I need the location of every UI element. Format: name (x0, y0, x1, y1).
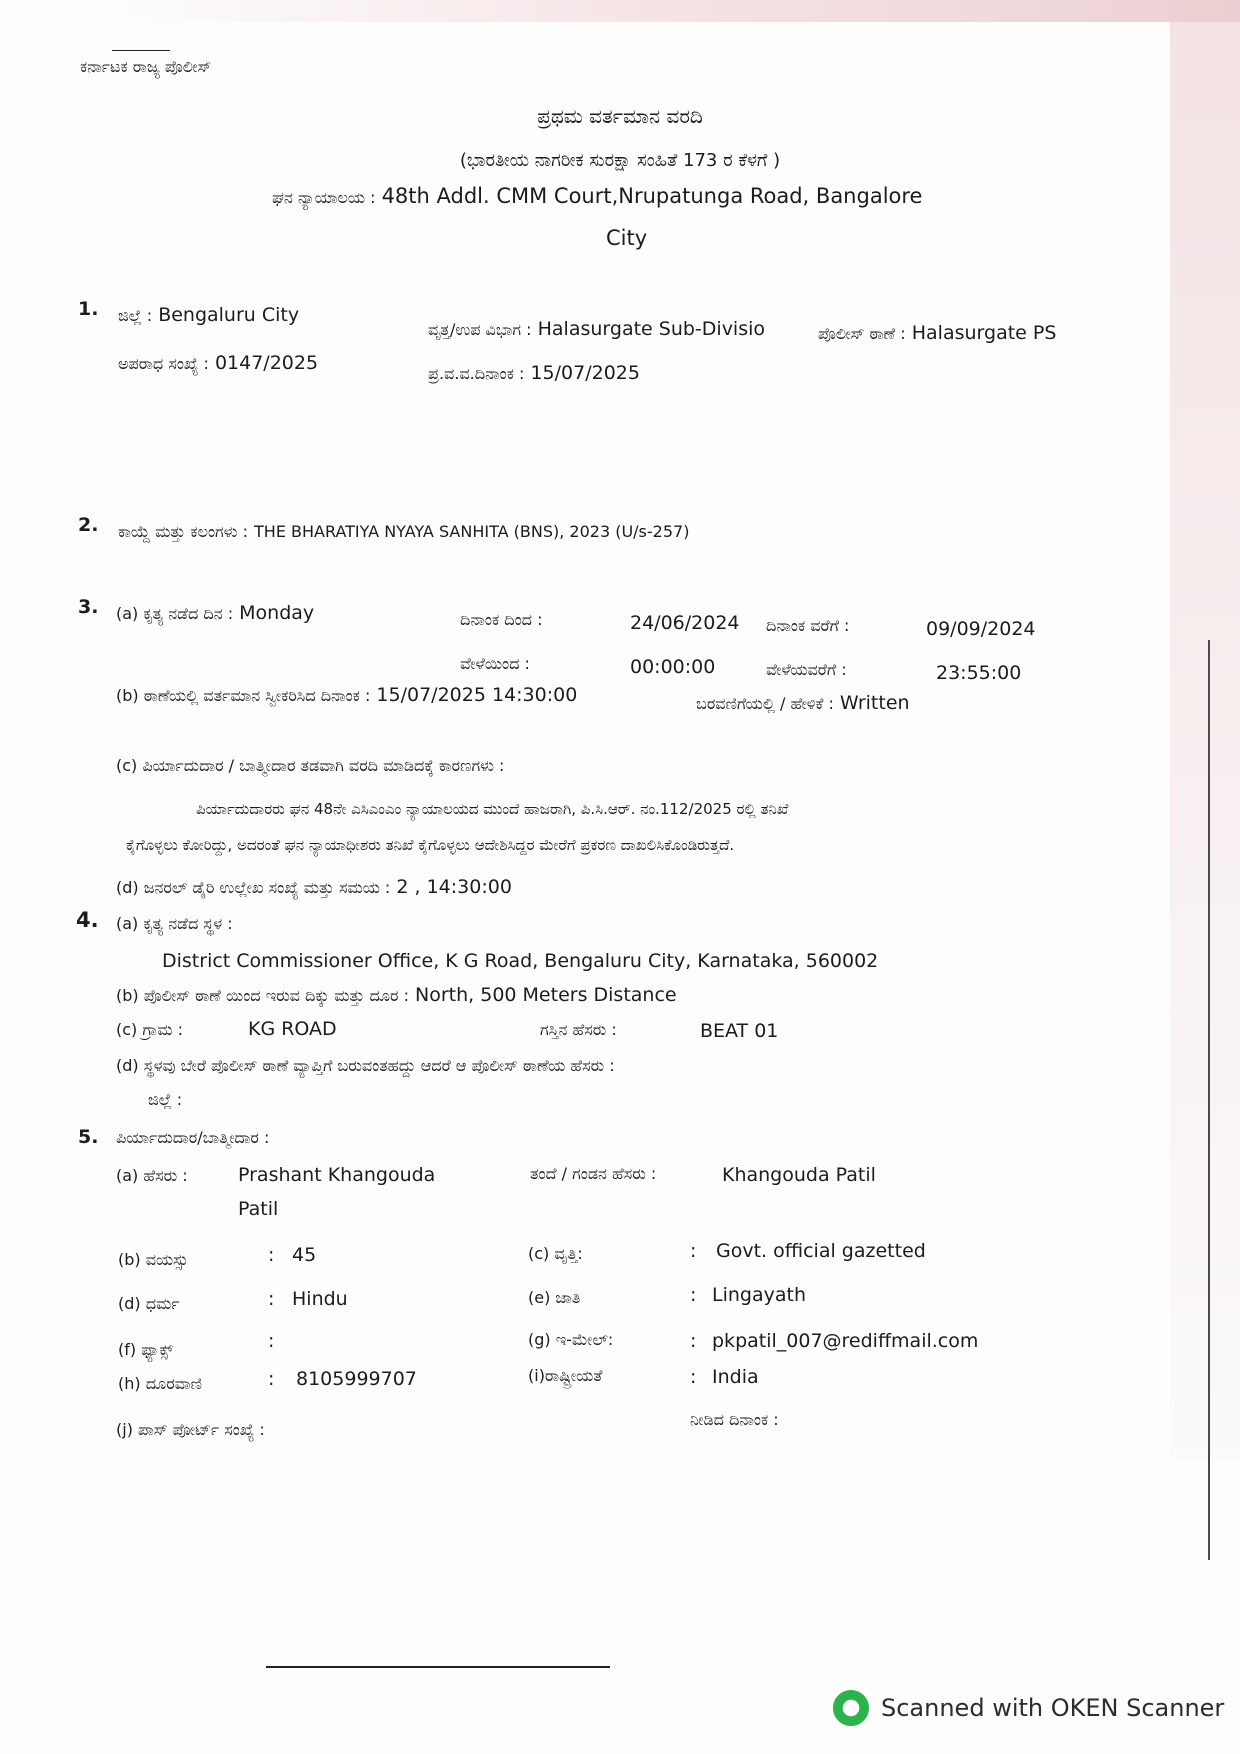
caste-value: Lingayath (712, 1284, 806, 1306)
written-field (696, 692, 910, 714)
general-diary-field (116, 876, 512, 898)
document-subtitle: (ಭಾರತೀಯ ನಾಗರೀಕ ಸುರಕ್ಷಾ ಸಂಹಿತೆ 173 ರ ಕೆಳಗೆ ) (459, 150, 781, 171)
section-1-number: 1. (78, 298, 99, 320)
village-label: (c) ಗ್ರಾಮ : (116, 1020, 184, 1039)
received-date-value: 15/07/2025 14:30:00 (376, 684, 578, 706)
passport-label: (j) ಪಾಸ್ ಪೋರ್ಟ್ ಸಂಖ್ಯೆ : (116, 1420, 265, 1439)
name-label: (a) ಹೆಸರು : (116, 1166, 188, 1185)
court-row (272, 184, 922, 208)
phone-value: 8105999707 (296, 1368, 417, 1390)
occurrence-day-value: Monday (239, 602, 315, 624)
to-time-label: ವೇಳೆಯವರೆಗೆ : (766, 660, 847, 679)
crime-number-value: 0147/2025 (214, 352, 319, 374)
direction-distance-value: North, 500 Meters Distance (415, 984, 677, 1006)
subdivision-label: ವೃತ್ತ/ಉಪ ವಿಭಾಗ : (428, 320, 532, 339)
to-date-value: 09/09/2024 (926, 618, 1036, 640)
paper-edge-line (1208, 640, 1210, 1560)
section-4-number: 4. (76, 908, 99, 932)
from-time-value: 00:00:00 (630, 656, 716, 678)
written-value: Written (839, 692, 910, 714)
org-name: ಕರ್ನಾಟಕ ರಾಜ್ಯ ಪೊಲೀಸ್ (80, 57, 212, 76)
fir-date-value: 15/07/2025 (530, 362, 640, 384)
name-value-line2: Patil (238, 1198, 279, 1220)
general-diary-label: (d) ಜನರಲ್ ಡೈರಿ ಉಲ್ಲೇಖ ಸಂಖ್ಯೆ ಮತ್ತು ಸಮಯ : (116, 878, 391, 897)
scanner-watermark (833, 1688, 1224, 1728)
complainant-label: ಪಿರ್ಯಾದುದಾರ/ಬಾತ್ಮೀದಾರ : (116, 1128, 270, 1147)
district-field (118, 304, 299, 326)
acts-label: ಕಾಯ್ದೆ ಮತ್ತು ಕಲಂಗಳು : (118, 522, 248, 541)
age-colon: : (268, 1244, 275, 1266)
crime-number-field (118, 352, 318, 374)
court-value: 48th Addl. CMM Court,Nrupatunga Road, Bangalore (381, 184, 923, 208)
bottom-divider (266, 1666, 610, 1668)
occurrence-day-field (116, 602, 314, 624)
direction-distance-field (116, 984, 677, 1006)
direction-distance-label: (b) ಪೊಲೀಸ್ ಠಾಣೆ ಯಿಂದ ಇರುವ ದಿಕ್ಕು ಮತ್ತು ದೂರ : (116, 986, 409, 1005)
fax-colon: : (268, 1330, 275, 1352)
oken-scanner-logo-icon (833, 1690, 869, 1726)
place-of-occurrence-label: (a) ಕೃತ್ಯ ನಡೆದ ಸ್ಥಳ : (116, 914, 233, 933)
father-name-value: Khangouda Patil (722, 1164, 876, 1186)
to-date-label: ದಿನಾಂಕ ವರೆಗೆ : (766, 616, 850, 635)
court-value-line2: City (606, 226, 648, 250)
from-time-label: ವೇಳೆಯಿಂದ : (460, 654, 530, 673)
fir-date-label: ಪ್ರ.ವ.ವ.ದಿನಾಂಕ : (428, 364, 525, 383)
religion-colon: : (268, 1288, 275, 1310)
section-2-number: 2. (78, 514, 99, 536)
subdivision-value: Halasurgate Sub-Divisio (537, 318, 766, 340)
acts-value: THE BHARATIYA NYAYA SANHITA (BNS), 2023 (U/s-257) (254, 522, 690, 541)
email-value: pkpatil_007@rediffmail.com (712, 1330, 979, 1352)
beat-value: BEAT 01 (700, 1020, 779, 1042)
nationality-value: India (712, 1366, 759, 1388)
police-station-value: Halasurgate PS (911, 322, 1057, 344)
religion-value: Hindu (292, 1288, 348, 1310)
scanner-watermark-text: Scanned with OKEN Scanner (881, 1694, 1225, 1722)
fax-label: (f) ಫ್ಯಾಕ್ಸ್ (118, 1340, 174, 1359)
received-date-label: (b) ಠಾಣೆಯಲ್ಲಿ ವರ್ತಮಾನ ಸ್ವೀಕರಿಸಿದ ದಿನಾಂಕ : (116, 686, 371, 705)
age-value: 45 (292, 1244, 317, 1266)
other-ps-label: (d) ಸ್ಥಳವು ಬೇರೆ ಪೊಲೀಸ್ ಠಾಣೆ ವ್ಯಾಪ್ತಿಗೆ ಬರುವಂತಹದ್ದು ಆದರೆ ಆ ಪೊಲೀಸ್ ಠಾಣೆಯ ಹೆಸರು : (116, 1056, 615, 1075)
section-3-number: 3. (78, 596, 99, 618)
email-colon: : (690, 1330, 697, 1352)
written-label: ಬರವಣಿಗೆಯಲ್ಲಿ / ಹೇಳಿಕೆ : (696, 694, 834, 713)
received-date-field (116, 684, 577, 706)
occupation-value: Govt. official gazetted (716, 1240, 926, 1262)
org-underline (112, 50, 170, 51)
religion-label: (d) ಧರ್ಮ (118, 1294, 180, 1313)
section-5-number: 5. (78, 1126, 99, 1148)
occupation-colon: : (690, 1240, 697, 1262)
subdivision-field (428, 318, 765, 340)
village-value: KG ROAD (248, 1018, 337, 1040)
from-date-value: 24/06/2024 (630, 612, 740, 634)
beat-label: ಗಸ್ತಿನ ಹೆಸರು : (540, 1020, 617, 1039)
to-time-value: 23:55:00 (936, 662, 1022, 684)
district-label: ಜಿಲ್ಲೆ : (118, 306, 153, 325)
district-value: Bengaluru City (158, 304, 300, 326)
caste-label: (e) ಜಾತಿ (528, 1288, 581, 1307)
email-label: (g) ಇ-ಮೇಲ್: (528, 1330, 614, 1349)
place-of-occurrence-value: District Commissioner Office, K G Road, Bengaluru City, Karnataka, 560002 (162, 950, 879, 972)
acts-field (118, 520, 689, 542)
caste-colon: : (690, 1284, 697, 1306)
phone-colon: : (268, 1368, 275, 1390)
fir-date-field (428, 362, 640, 384)
other-ps-district-label: ಜಿಲ್ಲೆ : (148, 1090, 183, 1109)
from-date-label: ದಿನಾಂಕ ದಿಂದ : (460, 610, 543, 629)
police-station-field (818, 322, 1056, 344)
court-label: ಘನ ನ್ಯಾಯಾಲಯ : (272, 188, 376, 207)
delay-reason-label: (c) ಪಿರ್ಯಾದುದಾರ / ಬಾತ್ಮೀದಾರ ತಡವಾಗಿ ವರದಿ ಮಾಡಿದಕ್ಕೆ ಕಾರಣಗಳು : (116, 756, 505, 775)
paper-stain-right (1170, 0, 1240, 1460)
father-name-label: ತಂದೆ / ಗಂಡನ ಹೆಸರು : (530, 1164, 657, 1183)
delay-reason-line2: ಕೈಗೊಳ್ಳಲು ಕೋರಿದ್ದು, ಅದರಂತೆ ಘನ ನ್ಯಾಯಾಧೀಶರು ತನಿಖೆ ಕೈಗೊಳ್ಳಲು ಆದೇಶಿಸಿದ್ದರ ಮೇರೆಗೆ ಪ್ರಕರಣ ದಾಖಲಿಸಿಕೊಂಡಿರುತ್ತದೆ. (126, 836, 735, 854)
nationality-label: (i)ರಾಷ್ಟ್ರೀಯತೆ (528, 1366, 603, 1385)
name-value-line1: Prashant Khangouda (238, 1164, 436, 1186)
occupation-label: (c) ವೃತ್ತಿ: (528, 1244, 583, 1263)
police-station-label: ಪೊಲೀಸ್ ಠಾಣೆ : (818, 324, 906, 343)
nationality-colon: : (690, 1366, 697, 1388)
phone-label: (h) ದೂರವಾಣಿ (118, 1374, 202, 1393)
passport-issued-date-label: ನೀಡಿದ ದಿನಾಂಕ : (690, 1410, 779, 1429)
paper-stain-top (120, 0, 1240, 22)
general-diary-value: 2 , 14:30:00 (396, 876, 512, 898)
document-title: ಪ್ರಥಮ ವರ್ತಮಾನ ವರದಿ (537, 104, 703, 128)
delay-reason-line1: ಪಿರ್ಯಾದುದಾರರು ಘನ 48ನೇ ಎಸಿಎಂಎಂ ನ್ಯಾಯಾಲಯದ ಮುಂದೆ ಹಾಜರಾಗಿ, ಪಿ.ಸಿ.ಆರ್. ನಂ.112/2025 ರಲ್ಲಿ ತನಿಖೆ (196, 800, 789, 818)
age-label: (b) ವಯಸ್ಸು (118, 1250, 189, 1269)
occurrence-day-label: (a) ಕೃತ್ಯ ನಡೆದ ದಿನ : (116, 604, 234, 623)
crime-number-label: ಅಪರಾಧ ಸಂಖ್ಯೆ : (118, 354, 209, 373)
